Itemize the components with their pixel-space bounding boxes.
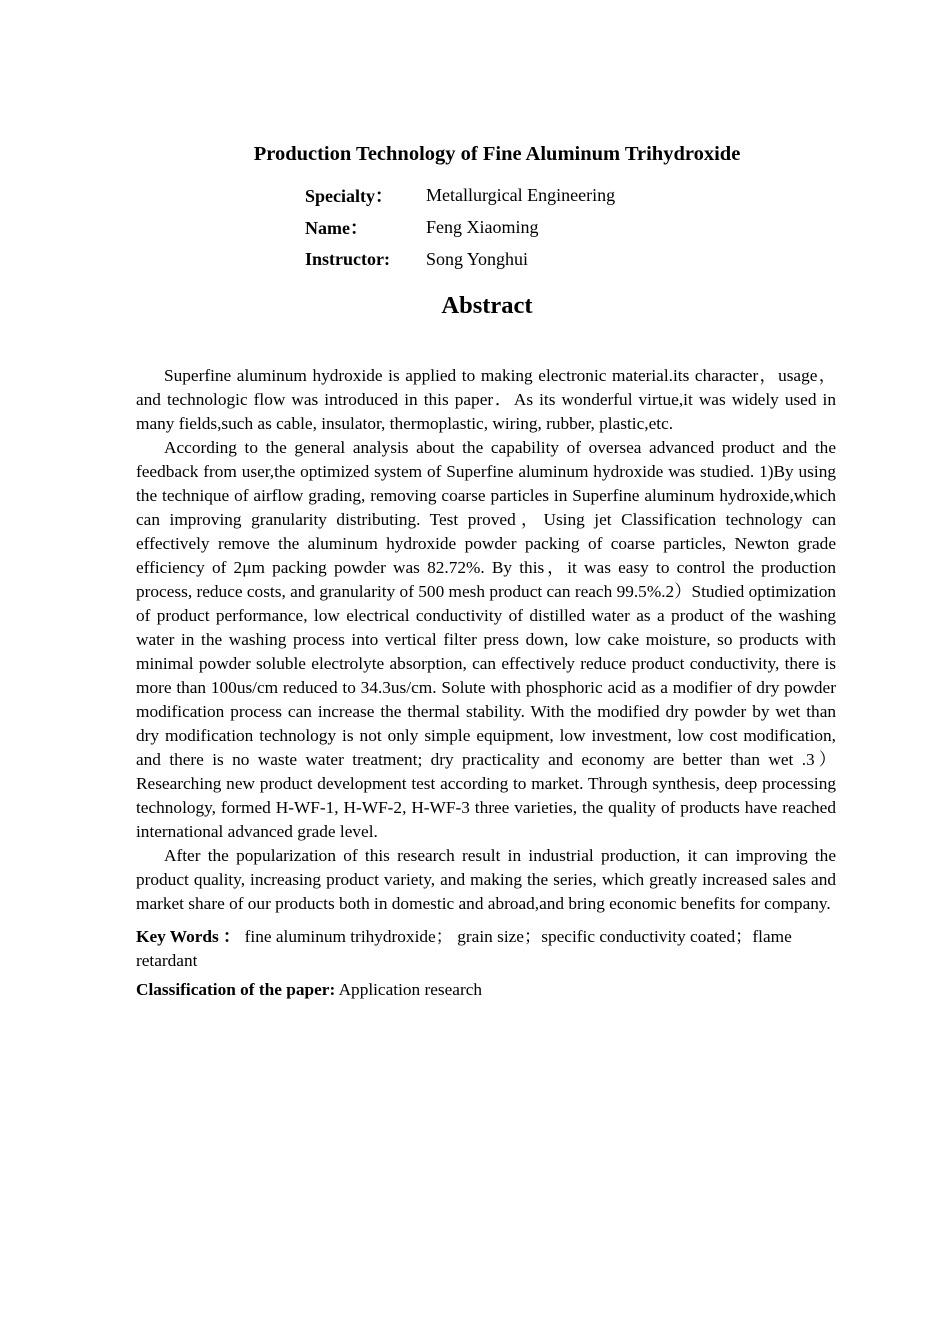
classification [136, 978, 836, 1002]
meta-row-specialty [305, 179, 615, 211]
name-label: Name： [305, 218, 368, 238]
instructor-value: Song Yonghui [426, 248, 529, 269]
keywords-value: fine aluminum trihydroxide； grain size；specific conductivity coated；flame retardant [136, 927, 792, 970]
instructor-label: Instructor: [305, 248, 390, 269]
author-meta [305, 179, 615, 275]
keywords [136, 925, 836, 973]
meta-row-instructor [305, 243, 615, 275]
meta-row-name [305, 211, 615, 243]
keywords-label: Key Words ： [136, 927, 241, 946]
paper-title: Production Technology of Fine Aluminum Trihydroxide [253, 143, 741, 165]
abstract-paragraph: Superfine aluminum hydroxide is applied to making electronic material.its character，usage，and technologic flow was introduced in this paper．As its wonderful virtue,it was widely used in many fields,such as cable, insulator, thermoplastic, wiring, rubber, plastic,etc. [136, 366, 836, 433]
abstract-paragraph: According to the general analysis about the capability of oversea advanced product and the feedback from user,the optimized system of Superfine aluminum hydroxide was studied. 1)By using the technique of airflow grading, removing coarse particles in Superfine aluminum hydroxide,which can improving granularity distributing. Test proved，Using jet Classification technology can effectively remove the aluminum hydroxide powder packing of coarse particles, Newton grade efficiency of 2μm packing powder was 82.72%. By this，it was easy to control the production process, reduce costs, and granularity of 500 mesh product can reach 99.5%.2）Studied optimization of product performance, low electrical conductivity of distilled water as a product of the washing water in the washing process into vertical filter press down, low cake moisture, so products with minimal powder soluble electrolyte absorption, can effectively reduce product conductivity, there is more than 100us/cm reduced to 34.3us/cm. Solute with phosphoric acid as a modifier of dry powder modification process can increase the thermal stability. With the modified dry powder by wet than dry modification technology is not only simple equipment, low investment, low cost modification, and there is no waste water treatment; dry practicality and economy are better than wet .3）Researching new product development test according to market. Through synthesis, deep processing technology, formed H-WF-1, H-WF-2, H-WF-3 three varieties, the quality of products have reached international advanced grade level. [136, 438, 836, 841]
specialty-label: Specialty： [305, 186, 393, 206]
classification-value: Application research [335, 980, 483, 999]
abstract-paragraph: After the popularization of this research result in industrial production, it can improving the product quality, increasing product variety, and making the series, which greatly increased sales and market share of our products both in domestic and abroad,and bring economic benefits for company. [136, 846, 836, 913]
abstract-heading: Abstract [441, 292, 533, 319]
specialty-value: Metallurgical Engineering [426, 184, 616, 205]
name-value: Feng Xiaoming [426, 216, 539, 237]
abstract-body [136, 364, 836, 1002]
classification-label: Classification of the paper: [136, 980, 336, 999]
